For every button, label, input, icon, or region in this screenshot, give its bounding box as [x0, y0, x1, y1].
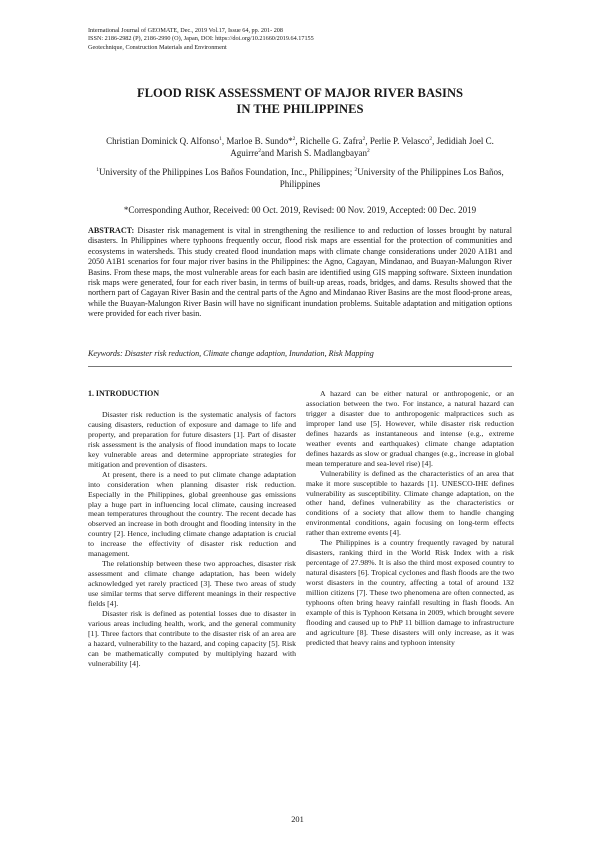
abstract: [88, 226, 512, 320]
section-heading-introduction: 1. INTRODUCTION: [88, 389, 160, 398]
author-4: , Perlie P. Velasco: [365, 136, 430, 146]
author-2: , Marloe B. Sundo*: [221, 136, 293, 146]
keywords: Keywords: Disaster risk reduction, Climate change adaption, Inundation, Risk Mapping: [88, 349, 374, 358]
author-1: Christian Dominick Q. Alfonso: [106, 136, 220, 146]
affil-1-text: University of the Philippines Los Baños Foundation, Inc., Philippines;: [99, 167, 355, 177]
author-4-affil: 2: [429, 136, 433, 142]
title-line-1: FLOOD RISK ASSESSMENT OF MAJOR RIVER BASINS: [136, 86, 464, 100]
left-paragraph-3: The relationship between these two approaches, disaster risk assessment and climate change adaptation, has been widely acknowledged yet rarely practiced [3]. These two areas of study use similar terms that serve different meanings in their respective fields [4].: [88, 559, 296, 609]
paper-title: [88, 85, 512, 117]
author-5: , Jedidiah Joel C. Aguirre: [230, 136, 494, 158]
author-list: [88, 136, 512, 159]
author-6-affil: 2: [366, 147, 370, 154]
page-number: 201: [291, 815, 304, 824]
left-paragraph-4: Disaster risk is defined as potential losses due to disaster in various areas including health, work, and the general community [1]. Three factors that contribute to the disaster risk of an area are a hazard, vulnerability to the hazard, and coping capacity [5]. Risk can be mathematically computed by multiplying hazard with vulnerability [4].: [88, 609, 296, 668]
affil-1-marker: 1: [96, 167, 99, 173]
left-paragraph-2: At present, there is a need to put climate change adaptation into consideration when planning disaster risk reduction. Especially in the Philippines, global greenhouse gas emissions play a huge part in influencing local climate, causing increased mean temperatures throughout the country. The recent decade has observed an increase in both drought and flooding intensity in the country [2]. Hence, including climate change adaptation is crucial to increase the effectivity of disaster risk reduction and management.: [88, 469, 296, 559]
journal-header: [88, 27, 518, 52]
left-paragraph-1: Disaster risk reduction is the systematic analysis of factors causing disasters, reduction of exposure and damage to life and property, and preparation for future disasters [1]. Part of disaster risk assessment is the analysis of flood inundation maps to locate key vulnerable areas and determine appropriate strategies for mitigation and prevention of disasters.: [88, 409, 296, 469]
author-2-affil: 2: [292, 136, 296, 142]
affil-2-marker: 2: [354, 167, 358, 173]
left-column: [88, 389, 296, 669]
affiliations: [88, 167, 512, 190]
journal-citation: International Journal of GEOMATE, Dec., 2019 Vol.17, Issue 64, pp. 201- 208: [88, 27, 283, 34]
journal-section: Geotechnique, Construction Materials and Environment: [88, 43, 227, 51]
author-6: and Marish S. Madlangbayan: [261, 147, 367, 158]
abstract-text: Disaster risk management is vital in strengthening the resilience to and reduction of losses brought by natural disasters. In Philippines where typhoons frequently occur, flood risk maps are essential for the protection of communities and ecosystems in watersheds. This study created flood inundation maps with climate change considerations under 2020 A1B1 and 2050 A1B1 scenarios for four major river basins in the Philippines: the Agno, Cagayan, Mindanao, and Buayan-Malungon River Basins. From these maps, the most vulnerable areas for each basin are identified using GIS mapping software. Sixteen inundation risk maps were generated, four for each river basin, in terms of built-up areas, roads, bridges, and dams. Results showed that the northern part of Cagayan River Basin and the central parts of the Agno and Mindanao River Basins are the most flood-prone areas, while the Buayan-Malungon River Basin will have no significant inundation problems. Suitable adaptation and mitigation options were provided for each river basin.: [88, 226, 512, 319]
right-paragraph-1: A hazard can be either natural or anthropogenic, or an association between the two. For instance, a natural hazard can trigger a disaster due to anthropogenic malpractices such as improper land use [5]. However, while disaster risk reduction defines hazards as instantaneous and intense (e.g., extreme weather events and earthquakes) climate change adaptation defines hazards as slow or gradual changes (e.g., increase in global mean temperature and sea-level rise) [4].: [306, 389, 514, 468]
right-paragraph-2: Vulnerability is defined as the characteristics of an area that make it more susceptible to hazards [1]. UNESCO-IHE defines vulnerability as susceptibility. Climate change adaptation, on the other hand, defines vulnerability as the characteristics or conditions of a society that allow them to handle changing environmental conditions, again focusing on long-term effects rather than extreme events [4].: [306, 468, 514, 538]
affil-2-text: University of the Philippines Los Baños, Philippines: [279, 167, 504, 189]
corresponding-author-dates: *Corresponding Author, Received: 00 Oct. 2019, Revised: 00 Nov. 2019, Accepted: 00 Dec. 2019: [123, 205, 477, 215]
right-column: [306, 389, 514, 648]
right-paragraph-3: The Philippines is a country frequently ravaged by natural disasters, ranking third in the World Risk Index with a risk percentage of 27.98%. It is also the third most exposed country to natural disasters [6]. Tropical cyclones and flash floods are the two worst disasters in the country, affecting a total of around 132 million citizens [7]. These two phenomena are often connected, as typhoons often bring heavy rainfall resulting in flash floods. An example of this is Typhoon Ketsana in 2009, which brought severe flooding and caused up to PhP 11 billion damage to infrastructure and agriculture [8]. These disasters will only increase, as it was predicted that heavy rains and typhoon intensity: [306, 538, 514, 647]
author-5-affil: 2: [258, 147, 261, 154]
journal-issn-doi: ISSN: 2186-2982 (P), 2186-2990 (O), Japan, DOI: https://doi.org/10.21660/2019.64.17155: [88, 35, 314, 43]
author-1-affil: 1: [219, 136, 222, 142]
section-divider: [88, 366, 512, 367]
author-3-affil: 2: [362, 136, 366, 142]
author-3: , Richelle G. Zafra: [295, 136, 363, 146]
abstract-label: ABSTRACT:: [88, 226, 135, 235]
title-line-2: IN THE PHILIPPINES: [236, 102, 364, 116]
